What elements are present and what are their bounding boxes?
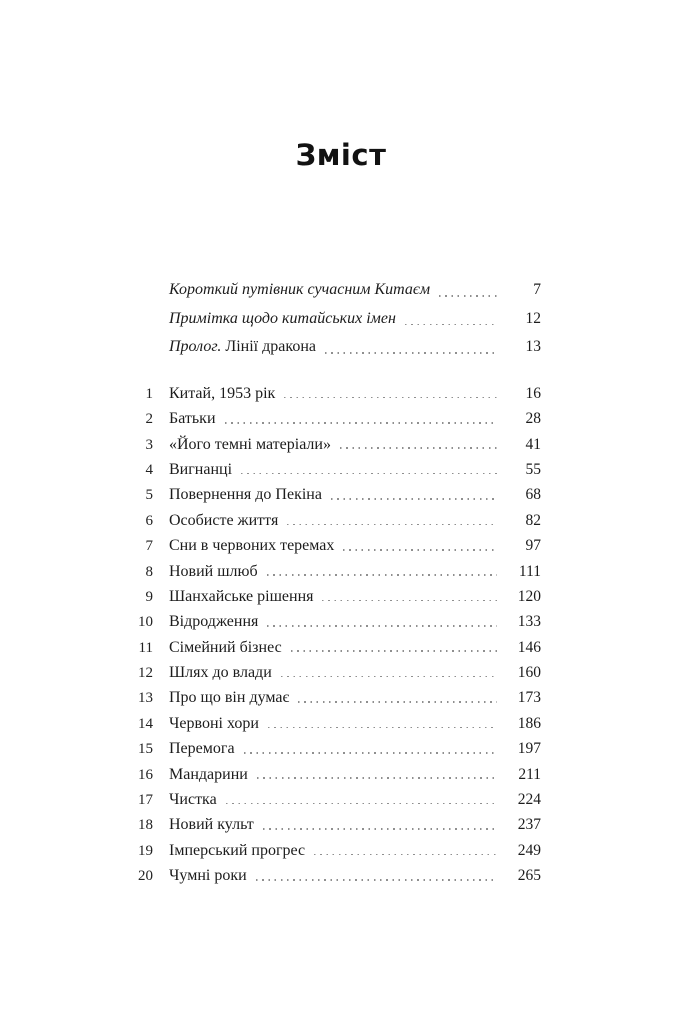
entry-title: «Його темні матеріали» bbox=[169, 435, 331, 453]
chapter-number: 10 bbox=[138, 614, 153, 631]
page-number: 111 bbox=[518, 562, 541, 580]
dot-leader bbox=[281, 676, 497, 678]
entry-title: Відродження bbox=[169, 613, 259, 631]
page-number: 13 bbox=[525, 338, 541, 356]
chapter-entry bbox=[131, 533, 541, 558]
page-number: 120 bbox=[517, 587, 541, 605]
dot-leader bbox=[439, 295, 497, 297]
entry-title: Примітка щодо китайських імен bbox=[169, 309, 396, 327]
entry-title: Особисте життя bbox=[169, 511, 279, 529]
dot-leader bbox=[298, 701, 497, 703]
chapter-number: 14 bbox=[138, 715, 153, 732]
entry-title: Новий шлюб bbox=[169, 562, 258, 580]
entry-title: Пролог. Лінії дракона bbox=[169, 338, 316, 356]
front-matter-entry bbox=[131, 333, 541, 362]
chapter-number: 3 bbox=[145, 436, 153, 453]
chapter-entry bbox=[131, 762, 541, 787]
page-number: 41 bbox=[525, 435, 541, 453]
dot-leader bbox=[225, 422, 498, 424]
page-number: 173 bbox=[517, 689, 541, 707]
page-number: 249 bbox=[517, 841, 541, 859]
chapter-entry bbox=[131, 838, 541, 863]
chapter-entry bbox=[131, 660, 541, 685]
chapter-number: 12 bbox=[138, 665, 153, 682]
page-title: Зміст bbox=[295, 138, 387, 172]
dot-leader bbox=[291, 650, 497, 652]
dot-leader bbox=[322, 600, 497, 602]
dot-leader bbox=[267, 625, 497, 627]
page-number: 55 bbox=[525, 460, 541, 478]
chapter-number: 1 bbox=[145, 385, 153, 402]
chapter-entry bbox=[131, 609, 541, 634]
entry-title: Сни в червоних теремах bbox=[169, 537, 335, 555]
entry-title: Вигнанці bbox=[169, 460, 233, 478]
page-number: 146 bbox=[517, 638, 541, 656]
page-number: 265 bbox=[517, 867, 541, 885]
entry-title: Шлях до влади bbox=[169, 664, 272, 682]
front-matter-entry bbox=[131, 305, 541, 334]
dot-leader bbox=[405, 324, 497, 326]
page-number: 16 bbox=[525, 384, 541, 402]
entry-title: Мандарини bbox=[169, 765, 248, 783]
table-of-contents bbox=[131, 276, 541, 889]
dot-leader bbox=[340, 447, 497, 449]
entry-title: Китай, 1953 рік bbox=[169, 384, 276, 402]
chapter-number: 11 bbox=[138, 639, 153, 656]
entry-title: Чистка bbox=[169, 791, 217, 809]
page-number: 68 bbox=[525, 486, 541, 504]
chapter-entry bbox=[131, 457, 541, 482]
entry-title: Червоні хори bbox=[169, 714, 259, 732]
entry-title: Сімейний бізнес bbox=[169, 638, 282, 656]
chapter-number: 20 bbox=[138, 868, 153, 885]
page-number: 133 bbox=[517, 613, 541, 631]
chapter-number: 4 bbox=[145, 461, 153, 478]
page-number: 237 bbox=[517, 816, 541, 834]
dot-leader bbox=[263, 828, 497, 830]
entry-title: Про що він думає bbox=[169, 689, 290, 707]
entry-title: Короткий путівник сучасним Китаєм bbox=[169, 281, 431, 298]
entry-title: Батьки bbox=[169, 410, 216, 428]
chapter-entry bbox=[131, 381, 541, 406]
chapter-number: 15 bbox=[138, 741, 153, 758]
chapter-entry bbox=[131, 559, 541, 584]
page-number: 28 bbox=[525, 410, 541, 428]
chapter-number: 7 bbox=[145, 538, 153, 555]
chapter-entry bbox=[131, 812, 541, 837]
entry-title: Шанхайське рішення bbox=[169, 587, 314, 605]
chapter-number: 19 bbox=[138, 842, 153, 859]
entry-title: Повернення до Пекіна bbox=[169, 486, 322, 504]
dot-leader bbox=[284, 397, 497, 399]
page-number: 7 bbox=[533, 281, 541, 298]
chapter-number: 5 bbox=[145, 487, 153, 504]
chapter-number: 17 bbox=[138, 792, 153, 809]
dot-leader bbox=[314, 854, 497, 856]
chapter-number: 2 bbox=[145, 411, 153, 428]
entry-title: Чумні роки bbox=[169, 867, 247, 885]
chapter-entry bbox=[131, 406, 541, 431]
page-number: 82 bbox=[525, 511, 541, 529]
dot-leader bbox=[241, 473, 497, 475]
front-matter-section bbox=[131, 276, 541, 362]
chapter-entry bbox=[131, 584, 541, 609]
chapter-entry bbox=[131, 635, 541, 660]
page-number: 224 bbox=[517, 791, 541, 809]
dot-leader bbox=[267, 574, 497, 576]
chapter-number: 16 bbox=[138, 766, 153, 783]
page-number: 197 bbox=[517, 740, 541, 758]
chapter-number: 9 bbox=[145, 588, 153, 605]
chapter-entry bbox=[131, 787, 541, 812]
chapter-entry bbox=[131, 508, 541, 533]
chapter-number: 13 bbox=[138, 690, 153, 707]
chapter-entry bbox=[131, 432, 541, 457]
dot-leader bbox=[343, 549, 497, 551]
page-number: 12 bbox=[525, 309, 541, 327]
entry-title: Новий культ bbox=[169, 816, 254, 834]
chapter-entry bbox=[131, 863, 541, 888]
chapter-entry bbox=[131, 685, 541, 710]
entry-title: Перемога bbox=[169, 740, 235, 758]
page-number: 97 bbox=[525, 537, 541, 555]
dot-leader bbox=[287, 524, 497, 526]
dot-leader bbox=[325, 352, 497, 354]
front-matter-entry bbox=[131, 276, 541, 305]
entry-title: Імперський прогрес bbox=[169, 841, 306, 859]
dot-leader bbox=[244, 752, 497, 754]
chapter-entry bbox=[131, 482, 541, 507]
chapter-entry bbox=[131, 736, 541, 761]
dot-leader bbox=[268, 727, 497, 729]
chapter-entry bbox=[131, 711, 541, 736]
dot-leader bbox=[256, 879, 497, 881]
chapter-number: 8 bbox=[145, 563, 153, 580]
chapter-list bbox=[131, 381, 541, 889]
dot-leader bbox=[257, 777, 497, 779]
page-number: 186 bbox=[517, 714, 541, 732]
chapter-number: 18 bbox=[138, 817, 153, 834]
page-number: 160 bbox=[517, 664, 541, 682]
dot-leader bbox=[226, 803, 497, 805]
chapter-number: 6 bbox=[145, 512, 153, 529]
page-number: 211 bbox=[518, 765, 541, 783]
dot-leader bbox=[331, 498, 497, 500]
